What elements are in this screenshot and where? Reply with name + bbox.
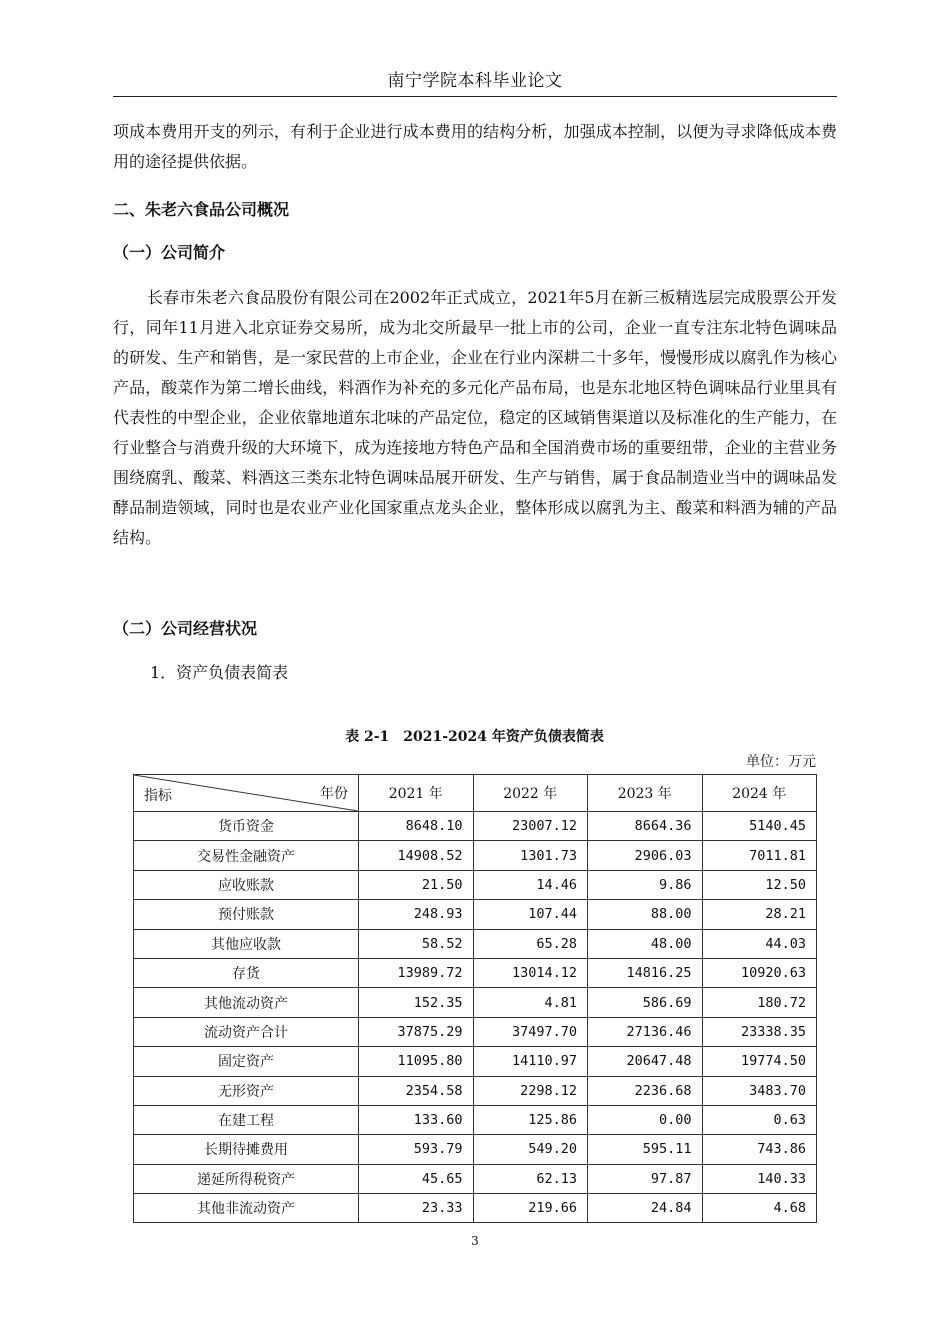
value-cell: 0.63 (702, 1105, 817, 1134)
value-cell: 88.00 (588, 900, 703, 929)
value-cell: 107.44 (473, 900, 588, 929)
value-cell: 13014.12 (473, 958, 588, 987)
page-number: 3 (471, 1234, 479, 1248)
value-cell: 140.33 (702, 1164, 817, 1193)
value-cell: 586.69 (588, 988, 703, 1017)
table-row (134, 900, 817, 929)
intro-paragraph: 项成本费用开支的列示，有利于企业进行成本费用的结构分析，加强成本控制，以便为寻求降低成本费用的途径提供依据。 (113, 122, 837, 171)
value-cell: 125.86 (473, 1105, 588, 1134)
table-row (134, 1047, 817, 1076)
value-cell: 14.46 (473, 870, 588, 899)
section-heading: 二、朱老六食品公司概况 (113, 200, 290, 219)
value-cell: 13989.72 (359, 958, 474, 987)
value-cell: 12.50 (702, 870, 817, 899)
value-cell: 27136.46 (588, 1017, 703, 1046)
row-indicator-name: 预付账款 (134, 900, 359, 929)
value-cell: 2906.03 (588, 841, 703, 870)
value-cell: 219.66 (473, 1194, 588, 1223)
value-cell: 180.72 (702, 988, 817, 1017)
table-row (134, 812, 817, 841)
value-cell: 23007.12 (473, 812, 588, 841)
table-row (134, 1076, 817, 1105)
value-cell: 11095.80 (359, 1047, 474, 1076)
header-year-label: 年份 (320, 786, 348, 802)
value-cell: 23338.35 (702, 1017, 817, 1046)
table-row (134, 870, 817, 899)
value-cell: 65.28 (473, 929, 588, 958)
value-cell: 4.81 (473, 988, 588, 1017)
row-indicator-name: 无形资产 (134, 1076, 359, 1105)
row-indicator-name: 长期待摊费用 (134, 1135, 359, 1164)
table-row (134, 841, 817, 870)
value-cell: 593.79 (359, 1135, 474, 1164)
table-header-row (134, 775, 817, 812)
year-header: 2023 年 (588, 775, 703, 812)
subsection-heading-intro: （一）公司简介 (113, 243, 226, 262)
value-cell: 1301.73 (473, 841, 588, 870)
value-cell: 48.00 (588, 929, 703, 958)
value-cell: 20647.48 (588, 1047, 703, 1076)
value-cell: 21.50 (359, 870, 474, 899)
value-cell: 595.11 (588, 1135, 703, 1164)
table-row (134, 1194, 817, 1223)
row-indicator-name: 应收账款 (134, 870, 359, 899)
value-cell: 8664.36 (588, 812, 703, 841)
value-cell: 28.21 (702, 900, 817, 929)
row-indicator-name: 固定资产 (134, 1047, 359, 1076)
value-cell: 248.93 (359, 900, 474, 929)
table-row (134, 1135, 817, 1164)
diagonal-header-cell (134, 775, 359, 812)
row-indicator-name: 其他非流动资产 (134, 1194, 359, 1223)
row-indicator-name: 在建工程 (134, 1105, 359, 1134)
table-unit: 单位：万元 (746, 754, 816, 770)
table-row (134, 929, 817, 958)
row-indicator-name: 货币资金 (134, 812, 359, 841)
row-indicator-name: 交易性金融资产 (134, 841, 359, 870)
value-cell: 4.68 (702, 1194, 817, 1223)
year-header: 2021 年 (359, 775, 474, 812)
table-row (134, 1105, 817, 1134)
company-intro-paragraph: 长春市朱老六食品股份有限公司在2002年正式成立，2021年5月在新三板精选层完成股票公开发行，同年11月进入北京证券交易所，成为北交所最早一批上市的公司，企业一直专注东北特色调味品的研发、生产和销售，是一家民营的上市企业，企业在行业内深耕二十多年，慢慢形成以腐乳作为核心产品，酸菜作为第二增长曲线，料酒作为补充的多元化产品布局，也是东北地区特色调味品行业里具有代表性的中型企业，企业依靠地道东北味的产品定位，稳定的区域销售渠道以及标准化的生产能力，在行业整合与消费升级的大环境下，成为连接地方特色产品和全国消费市场的重要纽带，企业的主营业务围绕腐乳、酸菜、料酒这三类东北特色调味品展开研发、生产与销售，属于食品制造业当中的调味品发酵品制造领域，同时也是农业产业化国家重点龙头企业，整体形成以腐乳为主、酸菜和料酒为辅的产品结构。 (113, 288, 837, 547)
row-indicator-name: 流动资产合计 (134, 1017, 359, 1046)
value-cell: 5140.45 (702, 812, 817, 841)
value-cell: 37497.70 (473, 1017, 588, 1046)
table-row (134, 1164, 817, 1193)
value-cell: 58.52 (359, 929, 474, 958)
table-row (134, 1017, 817, 1046)
row-indicator-name: 递延所得税资产 (134, 1164, 359, 1193)
value-cell: 44.03 (702, 929, 817, 958)
page-header-title: 南宁学院本科毕业论文 (387, 71, 563, 91)
value-cell: 97.87 (588, 1164, 703, 1193)
balance-sheet-table (133, 774, 817, 1223)
value-cell: 8648.10 (359, 812, 474, 841)
year-header: 2024 年 (702, 775, 817, 812)
value-cell: 14908.52 (359, 841, 474, 870)
value-cell: 743.86 (702, 1135, 817, 1164)
list-item-balance-sheet: 1．资产负债表简表 (150, 663, 289, 682)
value-cell: 2298.12 (473, 1076, 588, 1105)
value-cell: 14816.25 (588, 958, 703, 987)
value-cell: 2236.68 (588, 1076, 703, 1105)
subsection-heading-operations: （二）公司经营状况 (113, 619, 258, 638)
row-indicator-name: 其他应收款 (134, 929, 359, 958)
value-cell: 3483.70 (702, 1076, 817, 1105)
row-indicator-name: 存货 (134, 958, 359, 987)
value-cell: 2354.58 (359, 1076, 474, 1105)
value-cell: 9.86 (588, 870, 703, 899)
header-indicator-label: 指标 (144, 788, 172, 804)
value-cell: 152.35 (359, 988, 474, 1017)
year-header: 2022 年 (473, 775, 588, 812)
value-cell: 45.65 (359, 1164, 474, 1193)
value-cell: 133.60 (359, 1105, 474, 1134)
value-cell: 7011.81 (702, 841, 817, 870)
header-divider (113, 96, 837, 97)
value-cell: 549.20 (473, 1135, 588, 1164)
value-cell: 10920.63 (702, 958, 817, 987)
value-cell: 24.84 (588, 1194, 703, 1223)
value-cell: 14110.97 (473, 1047, 588, 1076)
row-indicator-name: 其他流动资产 (134, 988, 359, 1017)
value-cell: 0.00 (588, 1105, 703, 1134)
value-cell: 37875.29 (359, 1017, 474, 1046)
table-row (134, 958, 817, 987)
table-row (134, 988, 817, 1017)
value-cell: 62.13 (473, 1164, 588, 1193)
value-cell: 19774.50 (702, 1047, 817, 1076)
value-cell: 23.33 (359, 1194, 474, 1223)
table-caption: 表 2-1 2021-2024 年资产负债表简表 (345, 729, 604, 745)
